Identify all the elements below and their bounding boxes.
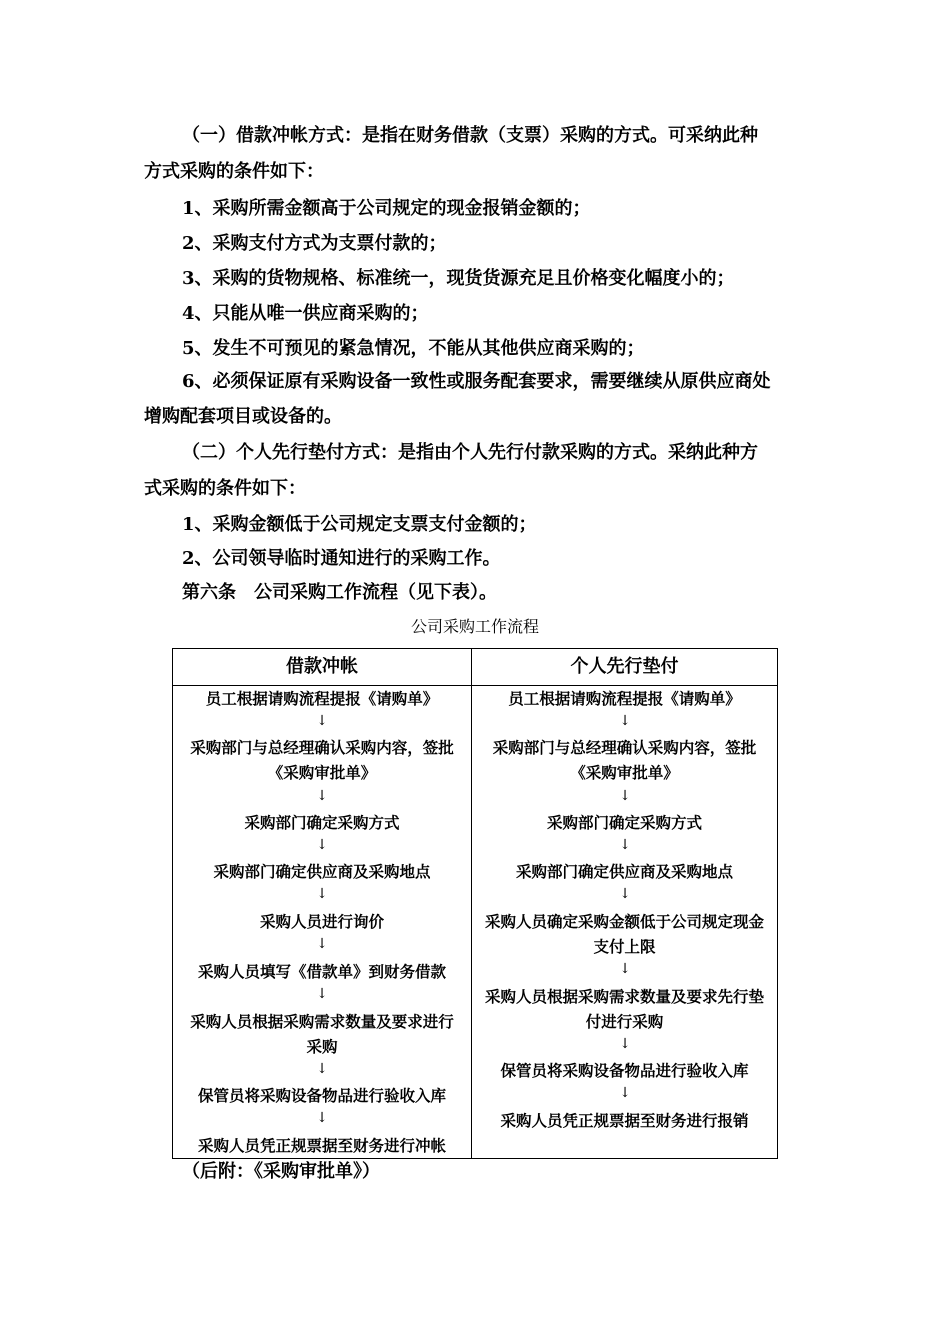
flow-step: 员工根据请购流程提报《请购单》 [508,689,741,708]
down-arrow-icon: ↓ [316,986,328,1002]
down-arrow-icon: ↓ [619,1036,631,1052]
column-header-advance: 个人先行垫付 [570,656,679,677]
flow-step: 采购部门与总经理确认采购内容，签批《采购审批单》 [190,738,454,782]
procurement-flow-table [172,648,778,1159]
flow-step: 采购部门确定供应商及采购地点 [515,862,733,881]
flow-step: 采购人员凭正规票据至财务进行报销 [500,1111,749,1130]
attachment-note: （后附：《采购审批单》） [182,1161,380,1182]
flow-step: 采购人员进行询价 [259,912,384,931]
down-arrow-icon: ↓ [619,886,631,902]
down-arrow-icon: ↓ [316,788,328,804]
condition-item: 3、采购的货物规格、标准统一，现货货源充足且价格变化幅度小的； [182,268,735,289]
down-arrow-icon: ↓ [316,713,328,729]
down-arrow-icon: ↓ [316,886,328,902]
condition-item: 2、采购支付方式为支票付款的； [182,233,447,254]
down-arrow-icon: ↓ [619,713,631,729]
paragraph-2-line-2: 式采购的条件如下： [144,478,306,499]
condition-item: 2、公司领导临时通知进行的采购工作。 [182,548,501,569]
flow-step: 采购部门确定采购方式 [546,813,702,832]
condition-item: 1、采购所需金额高于公司规定的现金报销金额的； [182,198,591,219]
flow-step: 员工根据请购流程提报《请购单》 [205,689,439,708]
condition-item: 5、发生不可预见的紧急情况，不能从其他供应商采购的； [182,338,645,359]
down-arrow-icon: ↓ [619,961,631,977]
flow-step: 采购人员根据采购需求数量及要求先行垫付进行采购 [484,987,764,1031]
table-caption: 公司采购工作流程 [410,617,539,636]
condition-item: 6、必须保证原有采购设备一致性或服务配套要求，需要继续从原供应商处 [182,371,771,392]
down-arrow-icon: ↓ [316,936,328,952]
flow-step: 采购人员凭正规票据至财务进行冲帐 [197,1136,446,1155]
flow-step: 采购部门确定供应商及采购地点 [213,862,431,881]
down-arrow-icon: ↓ [619,788,631,804]
paragraph-1-line-1: （一）借款冲帐方式：是指在财务借款（支票）采购的方式。可采纳此种 [182,125,758,146]
flow-step: 采购部门与总经理确认采购内容，签批《采购审批单》 [492,738,757,782]
flow-step: 采购人员填写《借款单》到财务借款 [197,962,446,981]
down-arrow-icon: ↓ [316,1110,328,1126]
down-arrow-icon: ↓ [619,1085,631,1101]
condition-item: 1、采购金额低于公司规定支票支付金额的； [182,514,537,535]
down-arrow-icon: ↓ [316,1061,328,1077]
column-header-loan: 借款冲帐 [286,656,358,677]
down-arrow-icon: ↓ [619,837,631,853]
down-arrow-icon: ↓ [316,837,328,853]
flow-step: 采购人员根据采购需求数量及要求进行采购 [190,1012,454,1056]
article-six-heading: 第六条 公司采购工作流程（见下表）。 [182,582,497,603]
flow-step: 采购人员确定采购金额低于公司规定现金支付上限 [484,912,764,956]
paragraph-2-line-1: （二）个人先行垫付方式：是指由个人先行付款采购的方式。采纳此种方 [182,442,758,463]
condition-item: 4、只能从唯一供应商采购的； [182,303,429,324]
flow-step: 保管员将采购设备物品进行验收入库 [197,1086,446,1105]
paragraph-1-line-2: 方式采购的条件如下： [144,161,324,182]
flow-step: 保管员将采购设备物品进行验收入库 [500,1061,749,1080]
condition-item-continued: 增购配套项目或设备的。 [144,406,342,427]
flow-step: 采购部门确定采购方式 [244,813,400,832]
